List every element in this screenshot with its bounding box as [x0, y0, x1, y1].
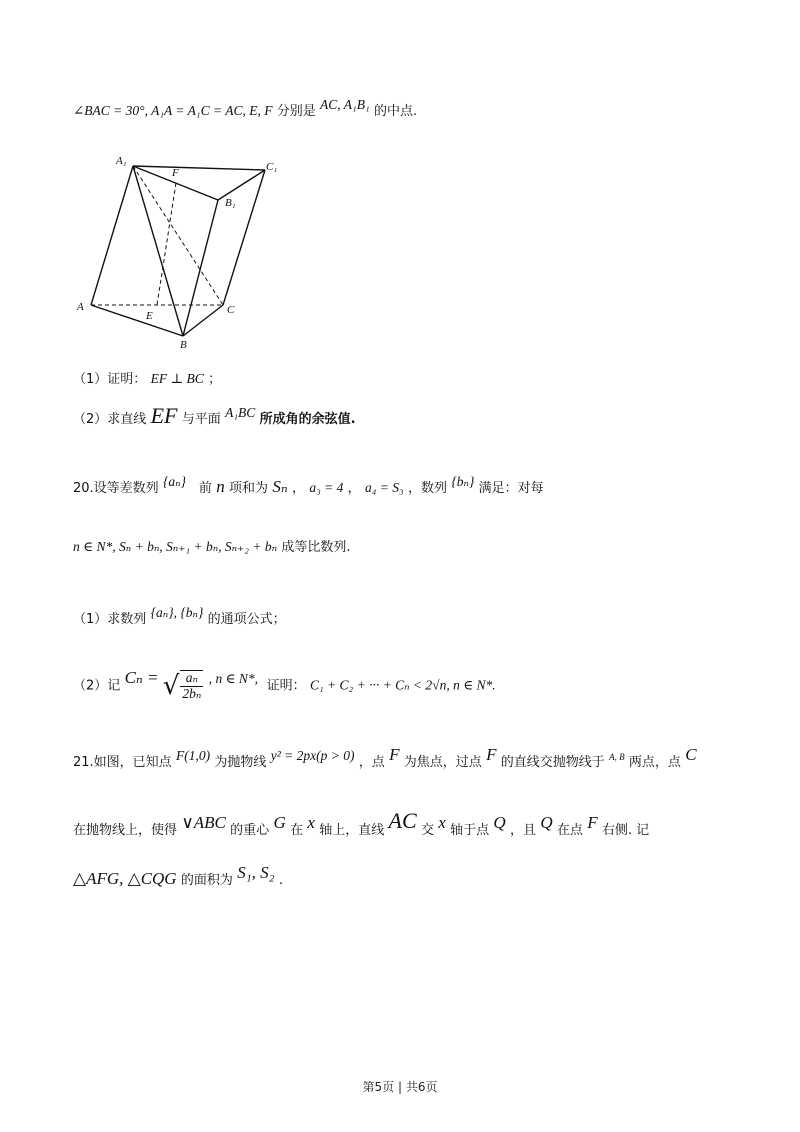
label-a1: A₁: [116, 155, 127, 167]
q19-2-end: 所成角的余弦值.: [259, 412, 356, 427]
p20-a3: a₃ = 4: [309, 480, 344, 495]
q19-1-end: ；: [208, 372, 222, 387]
p20-line2: [73, 540, 350, 555]
label-b: B: [180, 339, 187, 350]
p21-2-text-e: 交: [420, 823, 434, 838]
edge-a1a: [91, 166, 133, 305]
p21-point-f: F(1,0): [175, 748, 211, 763]
p21-line3: [73, 863, 283, 888]
sqrt-sign-icon: √: [162, 670, 180, 701]
p21-line1: [73, 745, 697, 770]
p21-2-ac: AC: [388, 808, 417, 833]
p21-3-triangles: △AFG, △CQG: [73, 869, 177, 888]
p21-2-text-a: 在抛物线上，使得: [73, 823, 178, 838]
q19-2-mid: 与平面: [181, 412, 221, 427]
p21-3-end: .: [278, 873, 283, 888]
p21-text-e: 的直线交抛物线于: [500, 755, 605, 770]
p20-comma2: ，: [347, 481, 361, 496]
q19-2-math2: A₁BC: [225, 405, 256, 420]
p21-2-text-b: 的重心: [230, 823, 270, 838]
sqrt-expression: [163, 670, 205, 702]
label-b1: B₁: [225, 197, 236, 209]
p21-line2: [73, 808, 650, 838]
p21-2-x2: x: [438, 813, 446, 832]
q20-2-after: , n ∈ N*,: [208, 671, 259, 687]
p21-text-a: 21.如图，已知点: [73, 755, 172, 770]
p21-2-triangle: ∨ABC: [181, 813, 226, 832]
segment-ef-hidden: [157, 183, 176, 305]
q19-2-label: （2）求直线: [73, 412, 147, 427]
label-c1: C₁: [266, 161, 278, 173]
p19-cond-math: ∠BAC = 30°, A₁A = A₁C = AC, E, F: [73, 103, 273, 118]
edge-a1c1: [133, 166, 265, 170]
p20-a4: a₄ = S₃: [364, 480, 404, 495]
q20-part2: [73, 670, 496, 702]
p20-n: n: [216, 477, 225, 496]
p19-condition: [73, 97, 418, 119]
p19-cond-math2: AC, A₁B₁: [320, 97, 370, 112]
p19-cond-text2: 的中点.: [373, 104, 418, 119]
p20-line2-math: n ∈ N*, Sₙ + bₙ, Sₙ₊₁ + bₙ, Sₙ₊₂ + bₙ: [73, 539, 278, 554]
prism-figure: [70, 150, 290, 350]
label-c: C: [227, 304, 235, 316]
p21-2-text-g: ，且: [510, 823, 537, 838]
p21-2-q2: Q: [540, 813, 553, 832]
label-e: E: [146, 310, 153, 322]
p20-bn: {bₙ}: [451, 474, 475, 489]
edge-b1c1: [218, 170, 265, 200]
p21-2-text-h: 在点: [556, 823, 583, 838]
page-footer: 第5页 | 共6页: [362, 1080, 438, 1094]
q20-2-label: （2）记: [73, 678, 121, 694]
q20-2-cn: Cₙ =: [124, 668, 159, 688]
p20-text-d: ，数列: [408, 481, 448, 496]
q20-2-proof-label: 证明：: [266, 678, 306, 694]
p21-2-text-f: 轴于点: [450, 823, 490, 838]
q20-1-math: {aₙ}, {bₙ}: [150, 605, 204, 620]
edge-c1c: [223, 170, 265, 305]
p21-3-text-a: 的面积为: [180, 873, 233, 888]
p20-line2-text: 成等比数列.: [281, 540, 351, 555]
p20-line1: [73, 474, 544, 496]
p21-2-text-d: 轴上，直线: [319, 823, 385, 838]
p21-2-text-i: 右侧. 记: [601, 823, 650, 838]
p21-3-s: S₁, S₂: [237, 863, 275, 882]
p20-text-b: 前: [198, 481, 212, 496]
p21-2-q: Q: [493, 813, 506, 832]
fraction-numerator: aₙ: [180, 671, 203, 687]
label-f: F: [172, 167, 179, 179]
p20-comma1: ，: [292, 481, 306, 496]
p21-text-c: ，点: [358, 755, 385, 770]
p21-2-g: G: [273, 813, 286, 832]
p21-f3: F: [486, 745, 497, 764]
q20-1-end: 的通项公式；: [207, 612, 286, 627]
edge-a1b: [133, 166, 183, 336]
q19-1-math: EF ⊥ BC: [150, 371, 204, 386]
p21-2-f: F: [587, 813, 598, 832]
edge-b1b: [183, 200, 218, 336]
fraction-denominator: 2bₙ: [182, 685, 202, 701]
q19-part1: [73, 372, 221, 387]
p21-parabola: y² = 2px(p > 0): [270, 748, 355, 763]
fraction: [180, 670, 203, 702]
q20-part1: [73, 605, 286, 627]
p20-sn: Sₙ: [272, 477, 288, 496]
p21-text-d: 为焦点，过点: [403, 755, 482, 770]
p20-text-c: 项和为: [229, 481, 269, 496]
p20-text-e: 满足：对每: [478, 481, 544, 496]
q19-2-math: EF: [150, 403, 178, 428]
q20-2-inequality: C₁ + C₂ + ··· + Cₙ < 2√n, n ∈ N*.: [309, 677, 496, 693]
label-a: A: [77, 301, 84, 313]
p21-text-b: 为抛物线: [214, 755, 267, 770]
edge-ab: [91, 305, 183, 336]
p20-text-a: 20.设等差数列: [73, 481, 159, 496]
p21-2-x: x: [307, 813, 315, 832]
p20-an: {aₙ}: [162, 474, 187, 489]
q19-part2: [73, 405, 356, 427]
p21-f2: F: [389, 745, 400, 764]
p19-cond-text: 分别是: [276, 104, 316, 119]
p21-ab: A, B: [609, 752, 625, 762]
q20-1-label: （1）求数列: [73, 612, 147, 627]
p21-c: C: [685, 745, 697, 764]
p21-text-f: 两点，点: [628, 755, 681, 770]
edge-bc: [183, 305, 223, 336]
q19-1-label: （1）证明：: [73, 372, 147, 387]
p21-2-text-c: 在: [290, 823, 304, 838]
